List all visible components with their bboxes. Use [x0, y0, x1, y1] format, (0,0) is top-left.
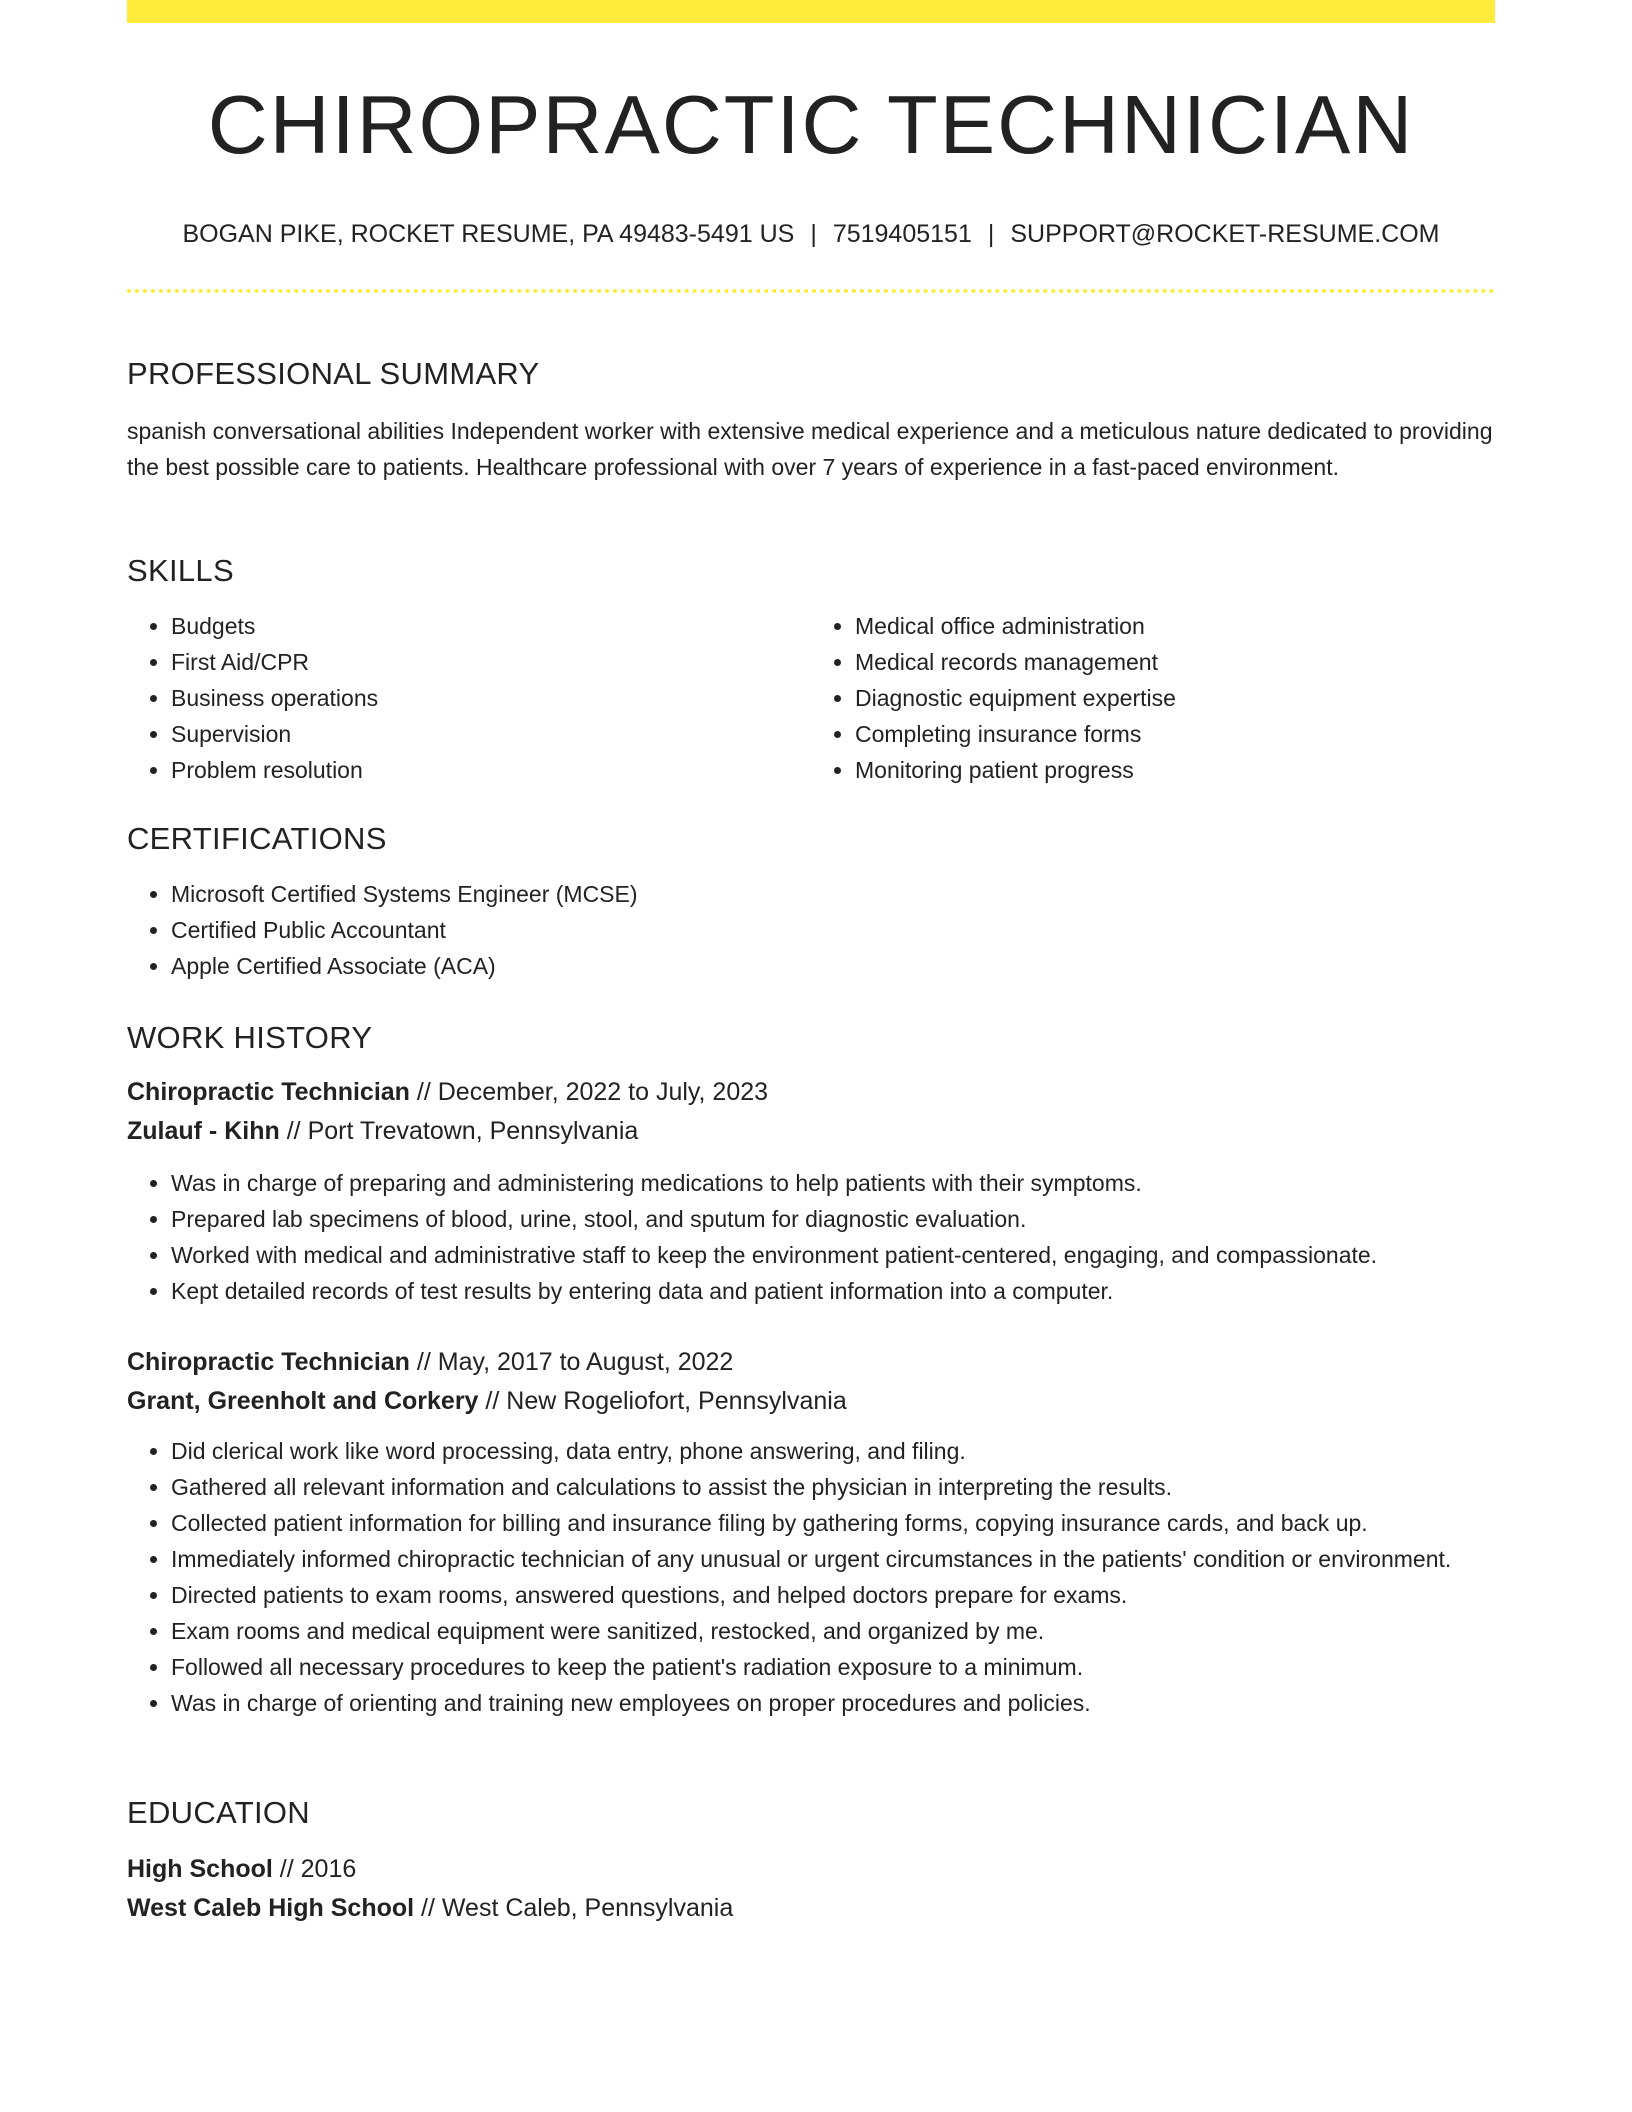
summary-text: spanish conversational abilities Independent worker with extensive medical experience and a meticulous nature dedicated to providing the best possible care to patients. Healthcare professional with over 7 years of experience in a fast-paced environment.	[127, 418, 1493, 480]
contact-separator: |	[810, 220, 817, 248]
contact-address: BOGAN PIKE, ROCKET RESUME, PA 49483-5491 US	[182, 220, 795, 248]
job-location: New Rogeliofort, Pennsylvania	[506, 1387, 847, 1415]
list-item: • Budgets	[171, 608, 811, 644]
job-dates: May, 2017 to August, 2022	[437, 1348, 734, 1376]
work-history-heading: WORK HISTORY	[127, 1020, 373, 1055]
list-item: • Immediately informed chiropractic technician of any unusual or urgent circumstances in the patients' condition or environment.	[171, 1541, 1495, 1577]
work-history-section	[127, 1022, 1495, 1721]
contact-email: SUPPORT@ROCKET-RESUME.COM	[1010, 220, 1440, 248]
skills-left-list	[127, 608, 811, 788]
education-degree-line	[127, 1850, 1495, 1889]
summary-heading: PROFESSIONAL SUMMARY	[127, 356, 540, 391]
job-company-line	[127, 1382, 1495, 1421]
skills-section	[127, 555, 1495, 788]
education-year: 2016	[300, 1855, 357, 1883]
list-item: • Monitoring patient progress	[855, 752, 1495, 788]
job-title-line	[127, 1343, 1495, 1382]
education-joiner: //	[421, 1894, 435, 1922]
list-item: • Worked with medical and administrative staff to keep the environment patient-centered, engaging, and compassionate.	[171, 1237, 1495, 1273]
education-section	[127, 1797, 1495, 1928]
list-item: • Directed patients to exam rooms, answered questions, and helped doctors prepare for exams.	[171, 1577, 1495, 1613]
job-entry	[127, 1343, 1495, 1721]
education-school-line	[127, 1889, 1495, 1928]
contact-separator: |	[987, 220, 995, 248]
skills-columns	[127, 608, 1495, 788]
list-item: • Diagnostic equipment expertise	[855, 680, 1495, 716]
list-item: • Problem resolution	[171, 752, 811, 788]
skills-right-list	[811, 608, 1495, 788]
list-item: • Business operations	[171, 680, 811, 716]
job-joiner: //	[416, 1078, 431, 1106]
contact-phone: 7519405151	[832, 220, 972, 248]
list-item: • Prepared lab specimens of blood, urine, stool, and sputum for diagnostic evaluation.	[171, 1201, 1495, 1237]
job-joiner: //	[485, 1387, 500, 1415]
job-dates: December, 2022 to July, 2023	[437, 1078, 769, 1106]
list-item: • First Aid/CPR	[171, 644, 811, 680]
job-position: Chiropractic Technician	[127, 1348, 410, 1376]
education-entry	[127, 1850, 1495, 1928]
list-item: • Followed all necessary procedures to keep the patient's radiation exposure to a minimum.	[171, 1649, 1495, 1685]
list-item: • Kept detailed records of test results by entering data and patient information into a computer.	[171, 1273, 1495, 1309]
summary-section	[127, 358, 1495, 485]
list-item: • Supervision	[171, 716, 811, 752]
list-item: • Certified Public Accountant	[171, 912, 1495, 948]
certifications-section	[127, 823, 1495, 984]
contact-line	[127, 222, 1495, 247]
top-accent-bar	[127, 0, 1495, 23]
list-item: • Exam rooms and medical equipment were sanitized, restocked, and organized by me.	[171, 1613, 1495, 1649]
education-location: West Caleb, Pennsylvania	[441, 1894, 734, 1922]
list-item: • Medical records management	[855, 644, 1495, 680]
education-school: West Caleb High School	[127, 1894, 415, 1922]
list-item: • Completing insurance forms	[855, 716, 1495, 752]
certifications-list	[127, 876, 1495, 984]
certifications-heading: CERTIFICATIONS	[127, 821, 387, 856]
job-company: Grant, Greenholt and Corkery	[127, 1387, 479, 1415]
job-position: Chiropractic Technician	[127, 1078, 410, 1106]
job-joiner: //	[286, 1117, 301, 1145]
education-heading: EDUCATION	[127, 1795, 310, 1830]
list-item: • Was in charge of orienting and training new employees on proper procedures and policies.	[171, 1685, 1495, 1721]
education-joiner: //	[279, 1855, 294, 1883]
job-bullets	[127, 1433, 1495, 1721]
list-item: • Gathered all relevant information and calculations to assist the physician in interpreting the results.	[171, 1469, 1495, 1505]
job-location: Port Trevatown, Pennsylvania	[307, 1117, 639, 1145]
skills-heading: SKILLS	[127, 553, 234, 588]
job-joiner: //	[416, 1348, 431, 1376]
list-item: • Microsoft Certified Systems Engineer (MCSE)	[171, 876, 1495, 912]
list-item: • Apple Certified Associate (ACA)	[171, 948, 1495, 984]
job-entry	[127, 1073, 1495, 1309]
resume-page	[127, 0, 1495, 1922]
job-company-line	[127, 1112, 1495, 1151]
header-divider	[127, 289, 1495, 293]
list-item: • Did clerical work like word processing, data entry, phone answering, and filing.	[171, 1433, 1495, 1469]
job-bullets	[127, 1165, 1495, 1309]
list-item: • Collected patient information for billing and insurance filing by gathering forms, copying insurance cards, and back up.	[171, 1505, 1495, 1541]
education-degree: High School	[127, 1855, 273, 1883]
job-company: Zulauf - Kihn	[127, 1117, 280, 1145]
list-item: • Medical office administration	[855, 608, 1495, 644]
list-item: • Was in charge of preparing and administering medications to help patients with their symptoms.	[171, 1165, 1495, 1201]
candidate-title: CHIROPRACTIC TECHNICIAN	[207, 78, 1415, 171]
job-title-line	[127, 1073, 1495, 1112]
